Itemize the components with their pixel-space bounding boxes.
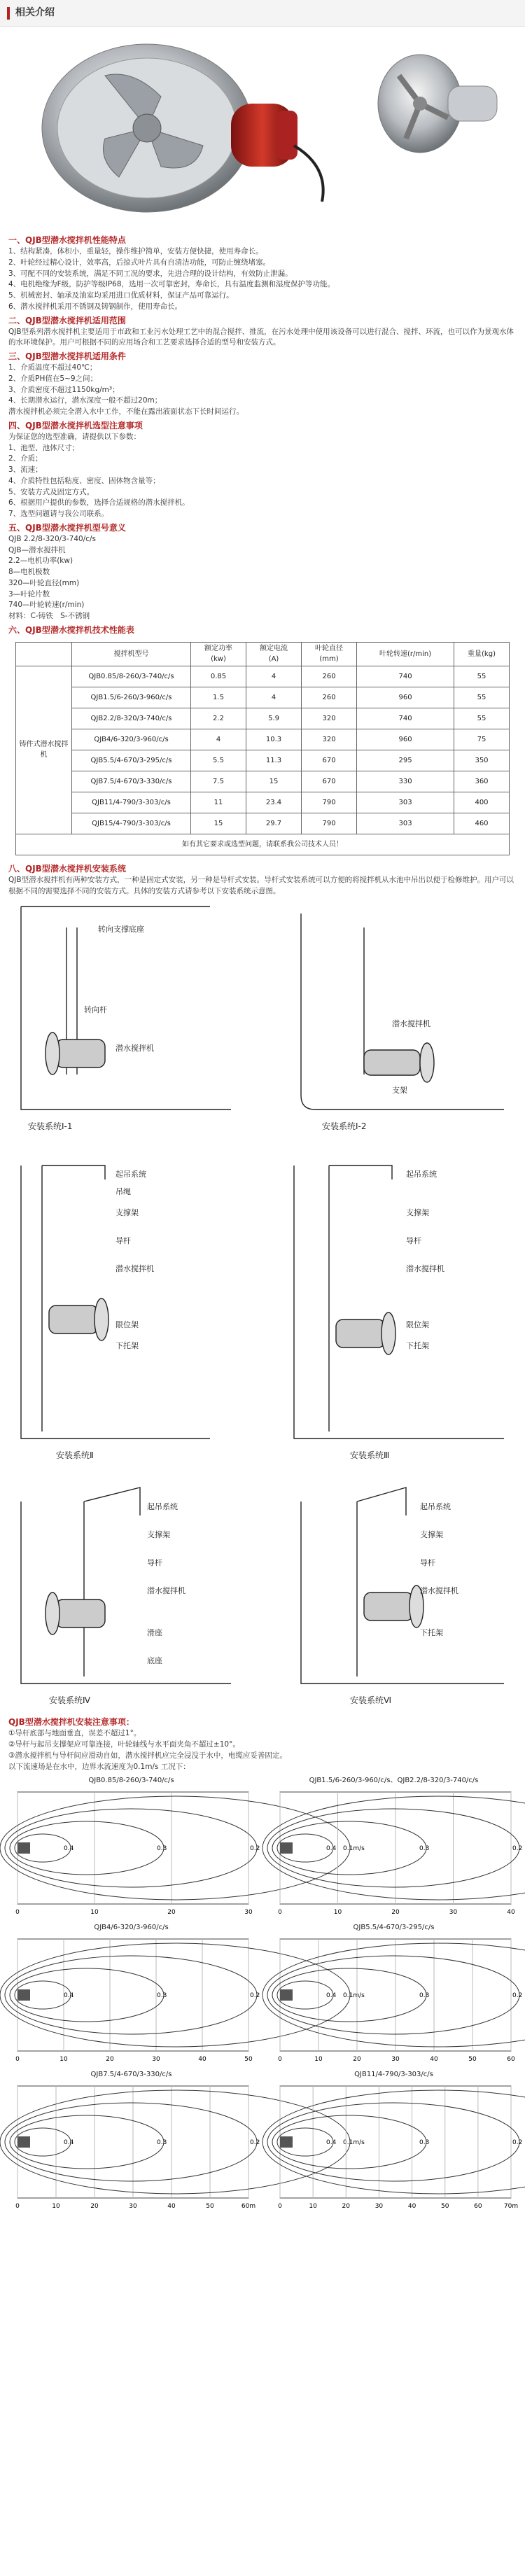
feature-5: 5、机械密封、轴承及油室均采用进口优质材料，保证产品可靠运行。	[8, 291, 234, 300]
sel-1: 1、池型、池体尺寸；	[8, 443, 80, 452]
cell: 670	[302, 750, 357, 771]
label: 导杆	[115, 1236, 131, 1246]
x-tick-label: 30	[391, 2056, 400, 2064]
x-tick-label: 20	[90, 2203, 99, 2211]
x-tick-label: 20	[391, 1909, 400, 1917]
cond-1: 1、介质温度不超过40℃；	[8, 363, 97, 372]
label: 转向杆	[84, 1005, 107, 1015]
label: 支架	[392, 1086, 407, 1096]
table-row	[16, 771, 510, 792]
x-tick-label: 0	[15, 2203, 20, 2211]
th-power-label: 额定功率	[204, 645, 232, 653]
label: 支撑架	[420, 1530, 443, 1540]
contour-label: 0.2	[512, 1992, 523, 2000]
table-row	[16, 666, 510, 687]
sel-0: 为保证您的选型准确，请提供以下参数：	[8, 432, 141, 441]
velocity-contour	[272, 2115, 426, 2169]
contour-label: 0.1m/s	[343, 2139, 365, 2147]
caption-sys1: 安装系统Ⅰ-1	[28, 1121, 73, 1132]
label: 滑座	[147, 1628, 162, 1638]
section-header	[0, 0, 525, 27]
flow-chart-plot	[7, 1932, 365, 2065]
x-tick-label: 10	[52, 2203, 60, 2211]
x-tick-label: 20	[106, 2056, 114, 2064]
cell: 460	[454, 813, 510, 834]
x-tick-label: 70m	[503, 2203, 519, 2211]
th-diameter-unit: (mm)	[319, 655, 339, 664]
cell: 15	[191, 813, 246, 834]
flow-chart	[270, 1922, 523, 2069]
label: 底座	[147, 1656, 162, 1666]
contour-label: 0.3	[157, 1845, 167, 1853]
x-tick-label: 0	[278, 2056, 282, 2064]
x-tick-label: 10	[309, 2203, 317, 2211]
flow-item-1: ①导杆底部与地面垂直，误差不超过1°。	[8, 1729, 141, 1738]
model-3: 8—电机极数	[8, 568, 50, 576]
x-tick-label: 40	[430, 2056, 438, 2064]
model-4: 320—叶轮直径(mm)	[8, 578, 80, 587]
th-diameter-label: 叶轮直径	[315, 645, 344, 653]
cell: 75	[454, 729, 510, 750]
cell: 400	[454, 792, 510, 813]
label: 支撑架	[406, 1208, 429, 1218]
table-row	[16, 708, 510, 729]
x-tick-label: 60	[507, 2056, 515, 2064]
x-tick-label: 0	[15, 2056, 20, 2064]
install-diagrams	[0, 899, 525, 1712]
velocity-contour	[267, 2103, 519, 2181]
cell: 295	[357, 750, 454, 771]
velocity-contour	[5, 1809, 257, 1887]
cond-5: 潜水搅拌机必须完全潜入水中工作，不能在露出液面状态下长时间运行。	[8, 407, 244, 416]
cell: 303	[357, 813, 454, 834]
velocity-contour	[262, 1796, 525, 1900]
cell: 4	[246, 666, 302, 687]
x-tick-label: 40	[407, 2203, 416, 2211]
flow-chart-plot	[270, 2079, 523, 2212]
mixer-marker	[280, 1989, 293, 2001]
heading-install: 八、QJB型潜水搅拌机安装系统	[8, 863, 126, 874]
heading-scope: 二、QJB型潜水搅拌机适用范围	[8, 315, 126, 326]
install-text: QJB型潜水搅拌机有两种安装方式，一种是固定式安装，另一种是导杆式安装。导杆式安装系统可以方便的将搅拌机从水池中吊出以便于检修维护。用户可以根据不同的需要选择不同的安装方式。具体的安装方式请参考以下安装系统示意图。	[8, 875, 514, 895]
cell: 740	[357, 708, 454, 729]
group-label: 铸件式潜水搅拌机	[16, 666, 72, 834]
x-tick-label: 0	[278, 2203, 282, 2211]
mixer-marker	[280, 2136, 293, 2148]
contour-label: 0.3	[157, 1992, 167, 2000]
cell: 670	[302, 771, 357, 792]
th-power-unit: (kw)	[211, 655, 226, 664]
velocity-contour	[262, 2090, 525, 2194]
cond-4: 4、长期潜水运行，潜水深度一般不超过20m；	[8, 396, 162, 405]
cell: 1.5	[191, 687, 246, 708]
th-current	[246, 642, 302, 666]
mixer-marker	[280, 1842, 293, 1854]
flow-charts	[0, 1775, 525, 2223]
cell: 29.7	[246, 813, 302, 834]
th-model: 搅拌机型号	[72, 642, 191, 666]
label: 潜水搅拌机	[406, 1264, 444, 1274]
x-tick-label: 40	[507, 1909, 515, 1917]
x-tick-label: 30	[152, 2056, 160, 2064]
contour-label: 0.2	[512, 2139, 523, 2147]
contour-label: 0.3	[157, 2139, 167, 2147]
contour-label: 0.3	[419, 1845, 430, 1853]
cell: 260	[302, 687, 357, 708]
flow-chart-plot	[7, 2079, 365, 2212]
x-tick-label: 50	[468, 2056, 477, 2064]
cell: 15	[246, 771, 302, 792]
th-power	[191, 642, 246, 666]
label: 下托架	[420, 1628, 443, 1638]
sel-7: 7、选型问题请与我公司联系。	[8, 510, 109, 518]
velocity-contour	[267, 1956, 519, 2034]
x-tick-label: 60m	[241, 2203, 256, 2211]
flow-chart-title: QJB5.5/4-670/3-295/c/s	[353, 1924, 435, 1932]
table-row	[16, 729, 510, 750]
flow-chart-title: QJB11/4-790/3-303/c/s	[354, 2071, 433, 2079]
heading-spec-table: 六、QJB型潜水搅拌机技术性能表	[8, 624, 134, 635]
caption-sys6: 安装系统Ⅵ	[350, 1695, 392, 1706]
th-current-label: 额定电流	[260, 645, 288, 653]
cell-model: QJB2.2/8-320/3-740/c/s	[72, 708, 191, 729]
velocity-contour	[272, 1821, 426, 1875]
label: 潜水搅拌机	[115, 1264, 154, 1274]
flow-item-3: ③潜水搅拌机与导杆间应滑动自如，潜水搅拌机应完全浸没于水中，电缆应妥善固定。	[8, 1751, 287, 1760]
cond-2: 2、介质PH值在5~9之间；	[8, 374, 98, 383]
velocity-contour	[10, 1821, 164, 1875]
x-tick-label: 50	[206, 2203, 214, 2211]
cell: 320	[302, 729, 357, 750]
cell-model: QJB4/6-320/3-960/c/s	[72, 729, 191, 750]
x-tick-label: 50	[244, 2056, 253, 2064]
table-row	[16, 750, 510, 771]
heading-conditions: 三、QJB型潜水搅拌机适用条件	[8, 351, 126, 361]
label: 潜水搅拌机	[392, 1019, 430, 1029]
cell-model: QJB15/4-790/3-303/c/s	[72, 813, 191, 834]
feature-2: 2、叶轮经过精心设计，效率高，后掠式叶片具有自清洁功能，可防止缠绕堵塞。	[8, 258, 271, 267]
x-tick-label: 30	[374, 2203, 384, 2211]
velocity-contour	[10, 1968, 164, 2022]
cell: 55	[454, 708, 510, 729]
table-row	[16, 792, 510, 813]
flow-chart-title: QJB7.5/4-670/3-330/c/s	[90, 2071, 172, 2079]
x-tick-label: 10	[90, 1909, 99, 1917]
table-row	[16, 687, 510, 708]
cell: 260	[302, 666, 357, 687]
model-2: 2.2—电机功率(kw)	[8, 556, 74, 566]
cell: 790	[302, 792, 357, 813]
label: 导杆	[420, 1558, 435, 1568]
th-weight: 重量(kg)	[454, 642, 510, 666]
label: 起吊系统	[406, 1170, 437, 1180]
mixer-marker	[18, 1989, 30, 2001]
feature-6: 6、潜水搅拌机采用不锈钢及铸钢制作，使用寿命长。	[8, 302, 183, 311]
contour-label: 0.4	[64, 2139, 74, 2147]
velocity-contour	[5, 2103, 257, 2181]
velocity-contour	[262, 1943, 525, 2047]
header-accent	[7, 7, 10, 20]
page-title: 相关介绍	[15, 7, 55, 18]
intro-section	[0, 230, 525, 639]
th-group	[16, 642, 72, 666]
product-images	[0, 27, 525, 230]
x-tick-label: 50	[440, 2203, 449, 2211]
x-tick-label: 10	[333, 1909, 342, 1917]
flow-intro	[0, 1712, 525, 1775]
flow-chart-title: QJB4/6-320/3-960/c/s	[94, 1924, 169, 1932]
model-7: 材料：C-铸铁 S-不锈钢	[8, 612, 90, 620]
x-tick-label: 40	[198, 2056, 206, 2064]
cell: 11.3	[246, 750, 302, 771]
label: 导杆	[147, 1558, 162, 1568]
label: 起吊系统	[420, 1502, 451, 1512]
cell: 330	[357, 771, 454, 792]
sel-4: 4、介质特性包括粘度、密度、固体物含量等；	[8, 476, 160, 485]
cell-model: QJB7.5/4-670/3-330/c/s	[72, 771, 191, 792]
cell: 4	[246, 687, 302, 708]
flow-chart	[7, 1922, 365, 2069]
contour-label: 0.1m/s	[343, 1845, 365, 1853]
table-note-row	[16, 834, 510, 855]
heading-features: 一、QJB型潜水搅拌机性能特点	[8, 235, 126, 245]
label: 限位架	[406, 1320, 429, 1330]
cell: 11	[191, 792, 246, 813]
model-0: QJB 2.2/8-320/3-740/c/s	[8, 534, 97, 543]
velocity-contour	[272, 1968, 426, 2022]
x-tick-label: 10	[59, 2056, 68, 2064]
x-tick-label: 60	[474, 2203, 482, 2211]
cell: 360	[454, 771, 510, 792]
scope-text: QJB型系列潜水搅拌机主要适用于市政和工业污水处理工艺中的混合搅拌、推流，在污水处理中使用该设备可以进行混合、搅拌、环流，也可以作为景观水体的水环境保护。用户可根据不同的应用场合和工艺要求选择合适的型号和安装方式。	[8, 327, 514, 347]
model-5: 3—叶轮片数	[8, 589, 50, 598]
x-tick-label: 30	[244, 1909, 253, 1917]
cell: 303	[357, 792, 454, 813]
contour-label: 0.4	[326, 1845, 337, 1853]
x-tick-label: 20	[167, 1909, 176, 1917]
cell-model: QJB5.5/4-670/3-295/c/s	[72, 750, 191, 771]
cell-model: QJB11/4-790/3-303/c/s	[72, 792, 191, 813]
mixer-marker	[18, 2136, 30, 2148]
th-speed: 叶轮转速(r/min)	[357, 642, 454, 666]
cell: 23.4	[246, 792, 302, 813]
mixer-marker	[18, 1842, 30, 1854]
velocity-contour	[10, 2115, 164, 2169]
contour-label: 0.4	[64, 1845, 74, 1853]
contour-label: 0.2	[512, 1845, 523, 1853]
contour-label: 0.2	[250, 1992, 260, 2000]
caption-sys4: 安装系统Ⅲ	[350, 1450, 390, 1461]
contour-label: 0.1m/s	[343, 1992, 365, 2000]
sel-3: 3、流速；	[8, 465, 43, 474]
x-tick-label: 20	[353, 2056, 361, 2064]
sel-6: 6、根据用户提供的参数，选择合适规格的潜水搅拌机。	[8, 498, 190, 507]
contour-label: 0.2	[250, 1845, 260, 1853]
velocity-contour	[267, 1809, 519, 1887]
model-6: 740—叶轮转速(r/min)	[8, 601, 85, 610]
feature-1: 1、结构紧凑，体积小，重量轻，操作维护简单，安装方便快捷，使用寿命长。	[8, 247, 263, 255]
feature-3: 3、可配不同的安装系统，满足不同工况的要求，先进合理的设计结构，有效防止泄漏。	[8, 269, 293, 278]
flow-chart-plot	[270, 1932, 523, 2065]
flow-chart	[7, 2069, 365, 2216]
x-tick-label: 0	[278, 1909, 282, 1917]
label: 导杆	[406, 1236, 421, 1246]
cell: 0.85	[191, 666, 246, 687]
cell: 5.9	[246, 708, 302, 729]
table-row	[16, 813, 510, 834]
heading-model: 五、QJB型潜水搅拌机型号意义	[8, 522, 126, 533]
cell: 790	[302, 813, 357, 834]
feature-4: 4、电机绝缘为F级，防护等级IP68，选用一次可靠密封，寿命长，具有温度监测和湿度保护等功能。	[8, 280, 335, 289]
caption-sys2: 安装系统Ⅰ-2	[322, 1121, 367, 1132]
label: 潜水搅拌机	[420, 1586, 458, 1596]
cell: 320	[302, 708, 357, 729]
label: 起吊系统	[147, 1502, 178, 1512]
model-1: QJB—潜水搅拌机	[8, 545, 66, 554]
heading-selection: 四、QJB型潜水搅拌机选型注意事项	[8, 420, 143, 430]
label: 支撑架	[115, 1208, 139, 1218]
cell: 5.5	[191, 750, 246, 771]
contour-label: 0.4	[326, 2139, 337, 2147]
cell: 55	[454, 687, 510, 708]
x-tick-label: 30	[129, 2203, 137, 2211]
x-tick-label: 30	[449, 1909, 458, 1917]
contour-label: 0.3	[419, 1992, 430, 2000]
flow-chart	[7, 1775, 365, 1922]
cell: 4	[191, 729, 246, 750]
contour-label: 0.3	[419, 2139, 430, 2147]
velocity-contour	[5, 1956, 257, 2034]
label: 限位架	[115, 1320, 139, 1330]
x-tick-label: 20	[342, 2203, 351, 2211]
flow-item-2: ②导杆与起吊支撑架应可靠连接，叶轮轴线与水平面夹角不超过±10°。	[8, 1740, 240, 1749]
flow-chart-title: QJB0.85/8-260/3-740/c/s	[88, 1777, 174, 1785]
contour-label: 0.4	[326, 1992, 337, 2000]
cell: 10.3	[246, 729, 302, 750]
table-header-row	[16, 642, 510, 666]
heading-flow: QJB型潜水搅拌机安装注意事项：	[8, 1717, 134, 1728]
table-note: 如有其它要求或选型问题，请联系我公司技术人员！	[16, 834, 510, 855]
label: 吊绳	[115, 1187, 131, 1197]
sel-5: 5、安装方式及固定方式。	[8, 487, 94, 496]
flow-chart	[270, 1775, 523, 1922]
x-tick-label: 0	[15, 1909, 20, 1917]
cell: 350	[454, 750, 510, 771]
cell: 740	[357, 666, 454, 687]
th-diameter	[302, 642, 357, 666]
flow-chart-plot	[270, 1785, 523, 1918]
label: 下托架	[115, 1341, 139, 1351]
contour-label: 0.2	[250, 2139, 260, 2147]
label: 下托架	[406, 1341, 429, 1351]
cond-3: 3、介质密度不超过1150kg/m³；	[8, 385, 120, 394]
label: 起吊系统	[115, 1170, 146, 1180]
cell-model: QJB0.85/8-260/3-740/c/s	[72, 666, 191, 687]
flow-item-4: 以下流速场是在水中，边界水流速度为0.1m/s 工况下：	[8, 1762, 190, 1771]
sel-2: 2、介质；	[8, 454, 43, 463]
cell-model: QJB1.5/6-260/3-960/c/s	[72, 687, 191, 708]
label: 支撑架	[147, 1530, 170, 1540]
caption-sys5: 安装系统Ⅳ	[49, 1695, 91, 1706]
label: 潜水搅拌机	[147, 1586, 186, 1596]
cell: 960	[357, 687, 454, 708]
label: 潜水搅拌机	[115, 1044, 154, 1054]
cell: 55	[454, 666, 510, 687]
cell: 960	[357, 729, 454, 750]
contour-label: 0.4	[64, 1992, 74, 2000]
x-tick-label: 40	[167, 2203, 176, 2211]
mixer-illustration	[0, 27, 525, 230]
spec-table	[15, 642, 510, 855]
install-intro	[0, 858, 525, 900]
flow-chart-title: QJB1.5/6-260/3-960/c/s、QJB2.2/8-320/3-740/c/s	[309, 1777, 479, 1785]
th-current-unit: (A)	[268, 655, 279, 664]
flow-chart	[270, 2069, 523, 2216]
cell: 2.2	[191, 708, 246, 729]
cell: 7.5	[191, 771, 246, 792]
x-tick-label: 10	[314, 2056, 323, 2064]
caption-sys3: 安装系统Ⅱ	[56, 1450, 94, 1461]
label: 转向支撑底座	[98, 925, 144, 934]
flow-chart-plot	[7, 1785, 365, 1918]
